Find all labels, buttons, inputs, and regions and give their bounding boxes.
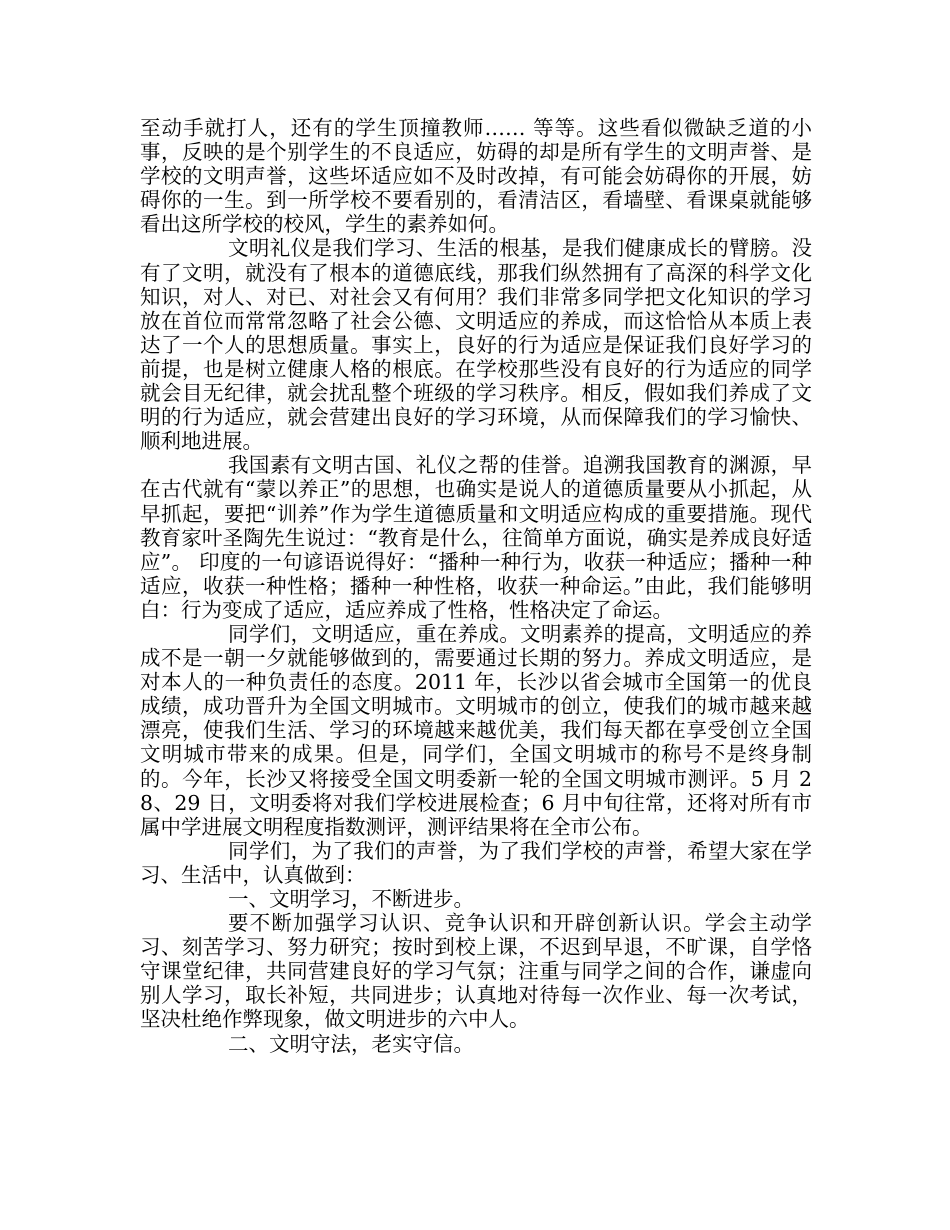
paragraph-2: 文明礼仪是我们学习、生活的根基，是我们健康成长的臂膀。没有了文明，就没有了根本的道德底线，那我们纵然拥有了高深的科学文化知识，对人、对已、对社会又有何用？我们非常多同学把文化知识的学习放在首位而常常忽略了社会公德、文明适应的养成，而这恰恰从本质上表达了一个人的思想质量。事实上，良好的行为适应是保证我们良好学习的前提，也是树立健康人格的根底。在学校那些没有良好的行为适应的同学就会目无纪律，就会扰乱整个班级的学习秩序。相反，假如我们养成了文明的行为适应，就会营建出良好的学习环境，从而保障我们的学习愉快、顺利地进展。 <box>140 236 812 454</box>
document-page <box>140 116 812 1056</box>
section-heading-1: 一、文明学习，不断进步。 <box>228 887 474 911</box>
paragraph-4: 同学们，文明适应，重在养成。文明素养的提高，文明适应的养成不是一朝一夕就能够做到的，需要通过长期的努力。养成文明适应，是对本人的一种负责任的态度。2011 年，长沙以省会城市全国第一的优良成绩，成功晋升为全国文明城市。文明城市的创立，使我们的城市越来越漂亮，使我们生活、学习的环境越来越优美，我们每天都在享受创立全国文明城市带来的成果。但是，同学们，全国文明城市的称号不是终身制的。今年，长沙又将接受全国文明委新一轮的全国文明城市测评。5 月 28、29 日，文明委将对我们学校进展检查；6 月中旬往常，还将对所有市属中学进展文明程度指数测评，测评结果将在全市公布。 <box>140 621 812 839</box>
section-heading-2: 二、文明守法，老实守信。 <box>228 1031 474 1056</box>
paragraph-5: 同学们，为了我们的声誉，为了我们学校的声誉，希望大家在学习、生活中，认真做到： <box>140 838 812 887</box>
paragraph-1: 至动手就打人，还有的学生顶撞教师…… 等等。这些看似微缺乏道的小事，反映的是个别学生的不良适应，妨碍的却是所有学生的文明声誉、是学校的文明声誉，这些坏适应如不及时改掉，有可能会妨碍你的开展，妨碍你的一生。到一所学校不要看别的，看清洁区，看墙壁、看课桌就能够看出这所学校的校风，学生的素养如何。 <box>140 116 812 237</box>
paragraph-6: 要不断加强学习认识、竞争认识和开辟创新认识。学会主动学习、刻苦学习、努力研究；按时到校上课，不迟到早退，不旷课，自学恪守课堂纪律，共同营建良好的学习气氛；注重与同学之间的合作，谦虚向别人学习，取长补短，共同进步；认真地对待每一次作业、每一次考试，坚决杜绝作弊现象，做文明进步的六中人。 <box>140 911 812 1032</box>
paragraph-3: 我国素有文明古国、礼仪之帮的佳誉。追溯我国教育的渊源，早在古代就有“蒙以养正”的思想，也确实是说人的道德质量要从小抓起，从早抓起，要把“训养”作为学生道德质量和文明适应构成的重要措施。现代教育家叶圣陶先生说过：“教育是什么，往简单方面说，确实是养成良好适应”。 印度的一句谚语说得好：“播种一种行为，收获一种适应；播种一种适应，收获一种性格；播种一种性格，收获一种命运。”由此，我们能够明白：行为变成了适应，适应养成了性格，性格决定了命运。 <box>140 453 812 622</box>
